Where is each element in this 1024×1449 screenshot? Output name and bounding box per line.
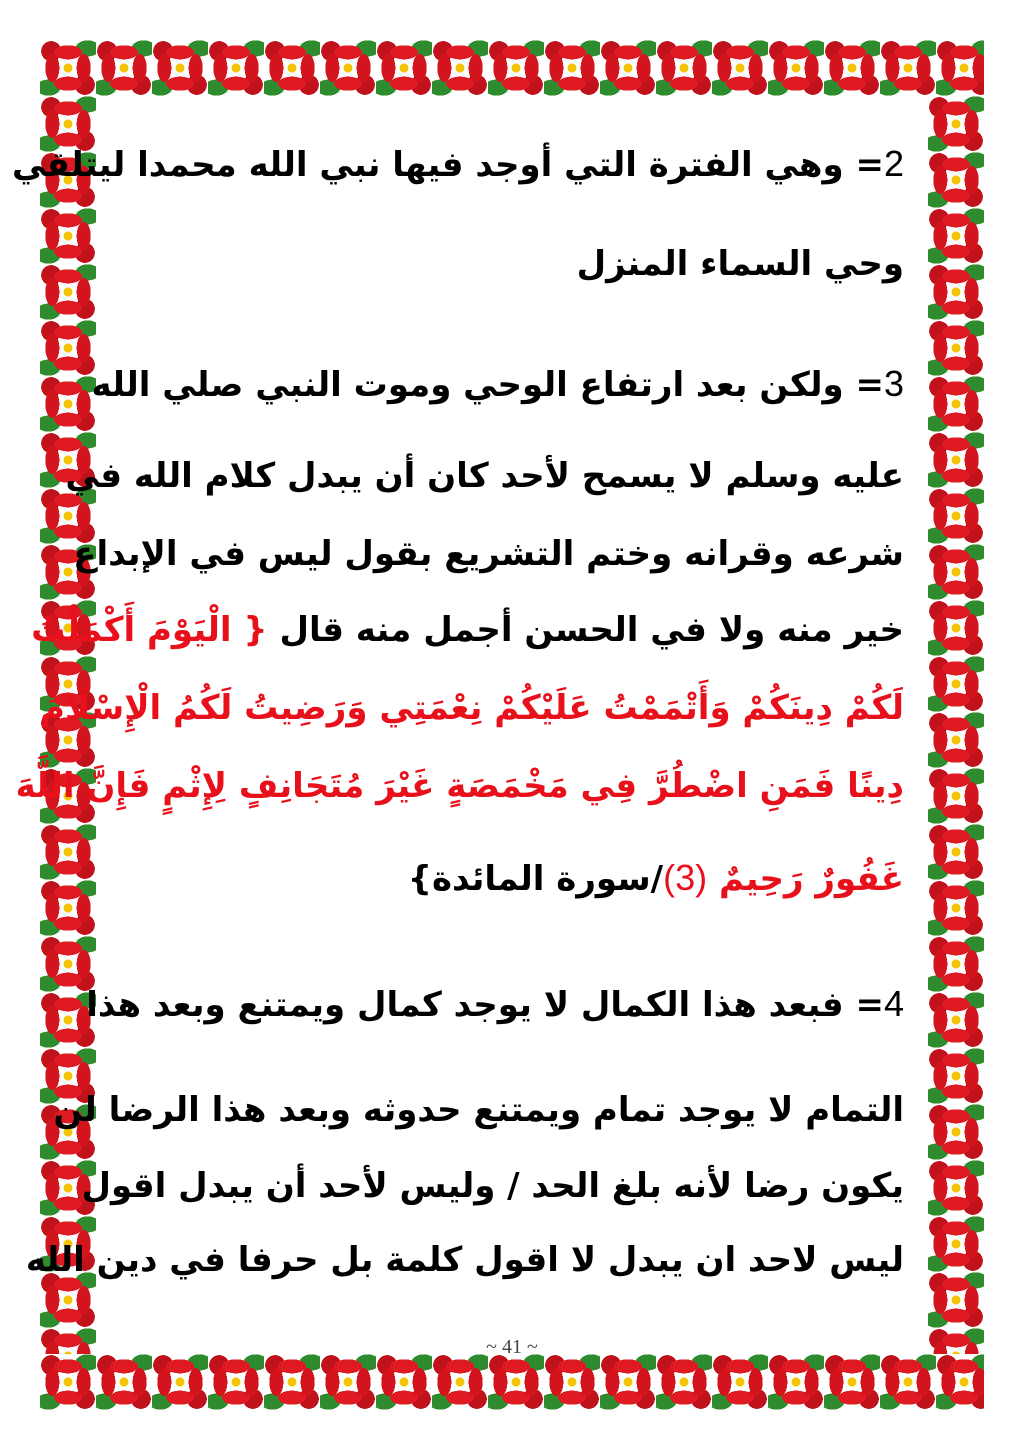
quran-quote-end: غَفُورٌ رَحِيمٌ <box>718 859 904 899</box>
quran-quote-line-2: دِينًا فَمَنِ اضْطُرَّ فِي مَخْمَصَةٍ غَيْرَ مُتَجَانِفٍ لِإِثْمٍ فَإِنَّ اللَّهَ <box>15 766 904 806</box>
verse-number: (3) <box>663 857 708 898</box>
border-top <box>40 40 984 96</box>
paragraph-4-line-3: يكون رضا لأنه بلغ الحد / وليس لأحد أن يبدل اقول <box>81 1166 904 1206</box>
paragraph-number: 2 <box>883 143 904 184</box>
paragraph-2-line-2: وحي السماء المنزل <box>576 244 904 284</box>
paragraph-3-line-4: خير منه ولا في الحسن أجمل منه قال { الْيَوْمَ أَكْمَلْتُ <box>31 610 904 650</box>
paragraph-number: 3 <box>883 363 904 404</box>
paragraph-number: 4 <box>883 983 904 1024</box>
paragraph-4-line-2: التمام لا يوجد تمام ويمتنع حدوثه وبعد هذا الرضا لن <box>53 1090 904 1130</box>
quran-quote-start: { الْيَوْمَ أَكْمَلْتُ <box>31 610 268 650</box>
border-bottom <box>40 1354 984 1410</box>
border-right <box>928 96 984 1354</box>
paragraph-3-line-1: 3= ولكن بعد ارتفاع الوحي وموت النبي صلي الله <box>91 363 904 405</box>
paragraph-3-line-2: عليه وسلم لا يسمح لأحد كان أن يبدل كلام الله في <box>65 456 904 496</box>
quran-quote-line-1: لَكُمْ دِينَكُمْ وَأَتْمَمْتُ عَلَيْكُمْ نِعْمَتِي وَرَضِيتُ لَكُمُ الْإِسْلَامَ <box>40 688 904 728</box>
quran-quote-line-3 <box>122 854 904 903</box>
page-number: ~ 41 ~ <box>486 1336 538 1358</box>
page-content <box>11 130 904 1300</box>
paragraph-2-line-1: 2= وهي الفترة التي أوجد فيها نبي الله محمدا ليتلقي <box>11 143 904 185</box>
paragraph-4-line-4: ليس لاحد ان يبدل لا اقول كلمة بل حرفا في دين الله <box>25 1240 904 1280</box>
sura-reference: /سورة المائدة} <box>407 859 664 899</box>
paragraph-4-line-1: 4= فبعد هذا الكمال لا يوجد كمال ويمتنع وبعد هذا <box>86 983 904 1025</box>
paragraph-3-line-3: شرعه وقرانه وختم التشريع بقول ليس في الإبداع <box>73 534 904 574</box>
